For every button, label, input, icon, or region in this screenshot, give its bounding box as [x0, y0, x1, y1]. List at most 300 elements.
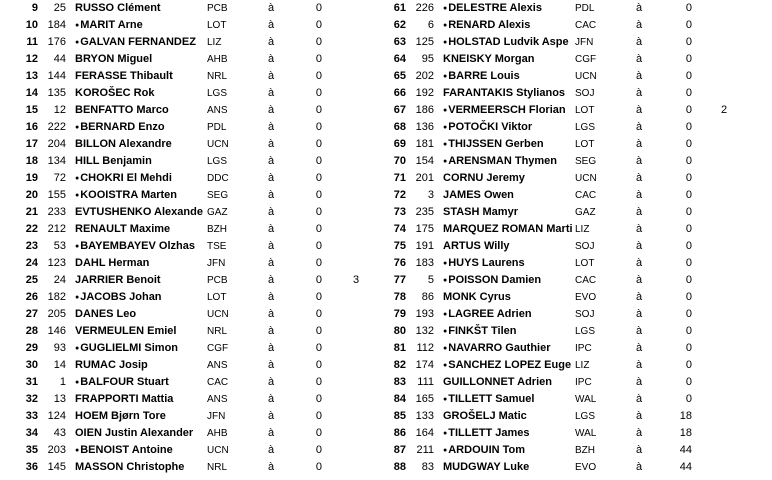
result-row — [0, 442, 386, 459]
bib-number: 43 — [53, 427, 66, 439]
position: 12 — [25, 53, 38, 65]
position: 10 — [25, 19, 38, 31]
rider-name: FARANTAKIS Stylianos — [443, 87, 566, 99]
team-code: CAC — [575, 20, 597, 31]
team-code: BZH — [575, 445, 595, 456]
result-row — [386, 289, 772, 306]
bib-number: 202 — [415, 70, 434, 82]
time-gap: 0 — [685, 206, 692, 218]
time-prefix: à — [268, 291, 275, 303]
position: 24 — [25, 257, 38, 269]
result-row — [386, 17, 772, 34]
time-prefix: à — [636, 53, 643, 65]
position: 30 — [25, 359, 38, 371]
time-prefix: à — [268, 53, 275, 65]
time-gap: 0 — [315, 308, 322, 320]
result-row — [0, 0, 386, 17]
rider-name: ● BENOIST Antoine — [75, 442, 203, 460]
position: 69 — [393, 138, 406, 150]
result-row — [0, 170, 386, 187]
bib-number: 95 — [421, 53, 434, 65]
rider-name: BENFATTO Marco — [75, 104, 169, 116]
time-gap: 0 — [315, 138, 322, 150]
result-row — [386, 34, 772, 51]
time-prefix: à — [268, 36, 275, 48]
result-row — [0, 221, 386, 238]
position: 32 — [25, 393, 38, 405]
team-code: LIZ — [575, 224, 590, 235]
team-code: LIZ — [207, 37, 222, 48]
result-row — [0, 136, 386, 153]
team-code: GAZ — [575, 207, 596, 218]
result-row — [0, 289, 386, 306]
results-column-right — [386, 0, 772, 476]
bib-number: 1 — [59, 376, 66, 388]
bib-number: 136 — [415, 121, 434, 133]
result-row — [0, 391, 386, 408]
result-row — [0, 34, 386, 51]
bib-number: 14 — [53, 359, 66, 371]
rider-name: KOROŠEC Rok — [75, 87, 155, 99]
time-gap: 0 — [685, 393, 692, 405]
time-gap: 0 — [315, 274, 322, 286]
position: 9 — [31, 2, 38, 14]
result-row — [0, 102, 386, 119]
bib-number: 53 — [53, 240, 66, 252]
rider-name: ● GUGLIELMI Simon — [75, 340, 203, 358]
position: 20 — [25, 189, 38, 201]
position: 73 — [393, 206, 406, 218]
bib-number: 44 — [53, 53, 66, 65]
time-gap: 0 — [685, 2, 692, 14]
rider-name: STASH Mamyr — [443, 206, 518, 218]
points: 2 — [721, 104, 728, 116]
time-prefix: à — [268, 189, 275, 201]
team-code: SEG — [207, 190, 229, 201]
rider-name: ● GALVAN FERNANDEZ — [75, 34, 203, 52]
team-code: LOT — [207, 292, 227, 303]
rider-name: ● TILLETT Samuel — [443, 391, 573, 409]
rider-name: ● BALFOUR Stuart — [75, 374, 203, 392]
result-row — [386, 442, 772, 459]
rider-name: ● BAYEMBAYEV Olzhas — [75, 238, 203, 256]
time-gap: 0 — [315, 444, 322, 456]
result-row — [386, 425, 772, 442]
rider-name: ● NAVARRO Gauthier — [443, 340, 573, 358]
bib-number: 24 — [53, 274, 66, 286]
time-gap: 0 — [685, 19, 692, 31]
time-prefix: à — [636, 2, 643, 14]
rider-name: ● SANCHEZ LOPEZ Euge — [443, 357, 573, 375]
result-row — [0, 204, 386, 221]
position: 72 — [393, 189, 406, 201]
position: 34 — [25, 427, 38, 439]
result-row — [386, 0, 772, 17]
result-row — [386, 459, 772, 476]
time-prefix: à — [268, 274, 275, 286]
rider-name: ● CHOKRI El Mehdi — [75, 170, 203, 188]
time-gap: 0 — [315, 206, 322, 218]
bib-number: 111 — [417, 376, 434, 388]
result-row — [386, 323, 772, 340]
team-code: LOT — [575, 139, 595, 150]
time-prefix: à — [268, 155, 275, 167]
team-code: NRL — [207, 71, 228, 82]
rider-name: HOEM Bjørn Tore — [75, 410, 166, 422]
time-prefix: à — [636, 393, 643, 405]
team-code: PDL — [575, 3, 595, 14]
time-gap: 0 — [685, 87, 692, 99]
bib-number: 123 — [47, 257, 66, 269]
team-code: BZH — [207, 224, 227, 235]
time-gap: 0 — [685, 325, 692, 337]
time-gap: 0 — [315, 53, 322, 65]
position: 74 — [393, 223, 406, 235]
time-gap: 0 — [315, 427, 322, 439]
time-prefix: à — [268, 19, 275, 31]
team-code: PCB — [207, 3, 228, 14]
position: 88 — [393, 461, 406, 473]
position: 25 — [25, 274, 38, 286]
bib-number: 174 — [415, 359, 434, 371]
team-code: TSE — [207, 241, 227, 252]
time-gap: 44 — [679, 444, 692, 456]
time-gap: 0 — [685, 274, 692, 286]
time-prefix: à — [268, 138, 275, 150]
team-code: LOT — [207, 20, 227, 31]
time-gap: 0 — [315, 291, 322, 303]
position: 23 — [25, 240, 38, 252]
team-code: UCN — [207, 445, 229, 456]
time-gap: 0 — [685, 257, 692, 269]
team-code: WAL — [575, 394, 597, 405]
result-row — [0, 17, 386, 34]
position: 68 — [393, 121, 406, 133]
time-prefix: à — [268, 342, 275, 354]
time-gap: 0 — [685, 155, 692, 167]
time-prefix: à — [636, 121, 643, 133]
team-code: ANS — [207, 105, 228, 116]
time-prefix: à — [268, 359, 275, 371]
bib-number: 5 — [427, 274, 434, 286]
team-code: AHB — [207, 428, 228, 439]
team-code: JFN — [207, 258, 226, 269]
time-prefix: à — [268, 444, 275, 456]
result-row — [386, 170, 772, 187]
rider-name: KNEISKY Morgan — [443, 53, 535, 65]
result-row — [0, 459, 386, 476]
time-gap: 0 — [315, 393, 322, 405]
rider-name: HILL Benjamin — [75, 155, 152, 167]
time-gap: 0 — [315, 87, 322, 99]
time-prefix: à — [268, 87, 275, 99]
position: 22 — [25, 223, 38, 235]
rider-name: ● THIJSSEN Gerben — [443, 136, 573, 154]
bib-number: 183 — [415, 257, 434, 269]
time-gap: 0 — [685, 359, 692, 371]
bib-number: 83 — [421, 461, 434, 473]
team-code: LIZ — [575, 360, 590, 371]
team-code: UCN — [575, 71, 597, 82]
bib-number: 146 — [47, 325, 66, 337]
team-code: DDC — [207, 173, 229, 184]
bib-number: 72 — [53, 172, 66, 184]
time-prefix: à — [636, 461, 643, 473]
time-gap: 0 — [315, 36, 322, 48]
result-row — [386, 119, 772, 136]
time-gap: 0 — [685, 53, 692, 65]
bib-number: 86 — [421, 291, 434, 303]
team-code: LGS — [207, 88, 228, 99]
position: 64 — [393, 53, 406, 65]
rider-name: ● BARRE Louis — [443, 68, 573, 86]
result-row — [0, 187, 386, 204]
bib-number: 134 — [47, 155, 66, 167]
time-prefix: à — [268, 172, 275, 184]
time-prefix: à — [636, 87, 643, 99]
rider-name: ● KOOISTRA Marten — [75, 187, 203, 205]
time-gap: 0 — [685, 376, 692, 388]
result-row — [386, 187, 772, 204]
time-gap: 0 — [315, 172, 322, 184]
time-gap: 0 — [685, 342, 692, 354]
position: 11 — [26, 36, 38, 48]
time-gap: 0 — [685, 138, 692, 150]
rider-name: JAMES Owen — [443, 189, 514, 201]
position: 75 — [393, 240, 406, 252]
bib-number: 235 — [415, 206, 434, 218]
team-code: CGF — [207, 343, 229, 354]
team-code: ANS — [207, 394, 228, 405]
position: 21 — [25, 206, 38, 218]
result-row — [386, 391, 772, 408]
position: 84 — [393, 393, 406, 405]
bib-number: 211 — [416, 444, 434, 456]
team-code: EVO — [575, 292, 597, 303]
time-prefix: à — [268, 121, 275, 133]
time-prefix: à — [636, 104, 643, 116]
time-prefix: à — [268, 70, 275, 82]
bib-number: 144 — [47, 70, 66, 82]
position: 71 — [393, 172, 406, 184]
team-code: NRL — [207, 462, 228, 473]
rider-name: ● DELESTRE Alexis — [443, 0, 573, 18]
time-gap: 0 — [685, 308, 692, 320]
position: 17 — [25, 138, 38, 150]
result-row — [386, 340, 772, 357]
time-gap: 0 — [315, 257, 322, 269]
position: 66 — [393, 87, 406, 99]
result-row — [386, 408, 772, 425]
rider-name: ● TILLETT James — [443, 425, 573, 443]
position: 87 — [393, 444, 406, 456]
rider-name: RENAULT Maxime — [75, 223, 171, 235]
result-row — [0, 238, 386, 255]
time-gap: 0 — [685, 240, 692, 252]
time-prefix: à — [636, 172, 643, 184]
time-gap: 0 — [685, 223, 692, 235]
position: 13 — [25, 70, 38, 82]
bib-number: 124 — [47, 410, 66, 422]
team-code: LGS — [575, 122, 596, 133]
team-code: SOJ — [575, 241, 595, 252]
time-prefix: à — [636, 308, 643, 320]
position: 26 — [25, 291, 38, 303]
time-gap: 0 — [685, 104, 692, 116]
rider-name: FRAPPORTI Mattia — [75, 393, 174, 405]
bib-number: 186 — [415, 104, 434, 116]
time-prefix: à — [268, 104, 275, 116]
rider-name: GROŠELJ Matic — [443, 410, 527, 422]
position: 15 — [25, 104, 38, 116]
rider-name: ● POISSON Damien — [443, 272, 573, 290]
time-prefix: à — [636, 427, 643, 439]
time-prefix: à — [268, 308, 275, 320]
bib-number: 192 — [415, 87, 434, 99]
bib-number: 135 — [47, 87, 66, 99]
result-row — [0, 340, 386, 357]
position: 77 — [393, 274, 406, 286]
rider-name: DANES Leo — [75, 308, 137, 320]
time-prefix: à — [636, 291, 643, 303]
results-column-left — [0, 0, 386, 476]
bib-number: 175 — [415, 223, 434, 235]
rider-name: MARQUEZ ROMAN Marti — [443, 223, 573, 235]
result-row — [386, 85, 772, 102]
time-gap: 0 — [685, 291, 692, 303]
team-code: GAZ — [207, 207, 228, 218]
bib-number: 155 — [47, 189, 66, 201]
position: 14 — [25, 87, 38, 99]
rider-name: ● ARENSMAN Thymen — [443, 153, 573, 171]
result-row — [0, 51, 386, 68]
bib-number: 226 — [415, 2, 434, 14]
time-prefix: à — [636, 410, 643, 422]
team-code: LGS — [575, 326, 596, 337]
result-row — [386, 102, 772, 119]
position: 19 — [25, 172, 38, 184]
position: 63 — [393, 36, 406, 48]
team-code: UCN — [575, 173, 597, 184]
bib-number: 13 — [53, 393, 66, 405]
bib-number: 145 — [47, 461, 66, 473]
time-gap: 0 — [315, 189, 322, 201]
bib-number: 25 — [53, 2, 66, 14]
time-prefix: à — [636, 70, 643, 82]
bib-number: 12 — [53, 104, 66, 116]
result-row — [0, 425, 386, 442]
rider-name: MONK Cyrus — [443, 291, 511, 303]
time-prefix: à — [636, 189, 643, 201]
rider-name: RUSSO Clément — [75, 2, 161, 14]
rider-name: ARTUS Willy — [443, 240, 510, 252]
result-row — [0, 408, 386, 425]
result-row — [0, 272, 386, 289]
bib-number: 184 — [47, 19, 66, 31]
rider-name: ● RENARD Alexis — [443, 17, 573, 35]
team-code: UCN — [207, 139, 229, 150]
time-prefix: à — [636, 257, 643, 269]
time-prefix: à — [636, 444, 643, 456]
time-prefix: à — [636, 274, 643, 286]
position: 16 — [25, 121, 38, 133]
rider-name: VERMEULEN Emiel — [75, 325, 177, 337]
team-code: LOT — [575, 258, 595, 269]
bib-number: 182 — [47, 291, 66, 303]
time-gap: 0 — [685, 36, 692, 48]
position: 61 — [393, 2, 406, 14]
team-code: ANS — [207, 360, 228, 371]
rider-name: JARRIER Benoit — [75, 274, 161, 286]
time-prefix: à — [636, 342, 643, 354]
team-code: PDL — [207, 122, 227, 133]
rider-name: ● ARDOUIN Tom — [443, 442, 573, 460]
time-gap: 0 — [315, 19, 322, 31]
time-gap: 0 — [315, 240, 322, 252]
team-code: CAC — [575, 275, 597, 286]
time-gap: 0 — [315, 461, 322, 473]
rider-name: ● LAGREE Adrien — [443, 306, 573, 324]
result-row — [0, 153, 386, 170]
bib-number: 3 — [427, 189, 434, 201]
team-code: EVO — [575, 462, 597, 473]
rider-name: ● VERMEERSCH Florian — [443, 102, 573, 120]
team-code: JFN — [575, 37, 594, 48]
bib-number: 164 — [415, 427, 434, 439]
bib-number: 112 — [416, 342, 434, 354]
position: 35 — [25, 444, 38, 456]
result-row — [386, 204, 772, 221]
result-row — [0, 374, 386, 391]
time-prefix: à — [268, 410, 275, 422]
rider-name: MUDGWAY Luke — [443, 461, 530, 473]
time-gap: 0 — [315, 325, 322, 337]
bib-number: 205 — [47, 308, 66, 320]
rider-name: GUILLONNET Adrien — [443, 376, 552, 388]
result-row — [386, 136, 772, 153]
bib-number: 193 — [415, 308, 434, 320]
bib-number: 132 — [415, 325, 434, 337]
rider-name: FERASSE Thibault — [75, 70, 173, 82]
time-prefix: à — [268, 206, 275, 218]
result-row — [386, 255, 772, 272]
time-gap: 0 — [315, 376, 322, 388]
position: 29 — [25, 342, 38, 354]
bib-number: 165 — [415, 393, 434, 405]
team-code: JFN — [207, 411, 226, 422]
position: 85 — [393, 410, 406, 422]
team-code: WAL — [575, 428, 597, 439]
time-gap: 0 — [685, 121, 692, 133]
position: 28 — [25, 325, 38, 337]
bib-number: 191 — [415, 240, 434, 252]
bib-number: 222 — [47, 121, 66, 133]
rider-name: BILLON Alexandre — [75, 138, 172, 150]
time-prefix: à — [268, 427, 275, 439]
time-prefix: à — [636, 223, 643, 235]
result-row — [0, 68, 386, 85]
bib-number: 201 — [415, 172, 434, 184]
result-row — [386, 238, 772, 255]
position: 76 — [393, 257, 406, 269]
team-code: SEG — [575, 156, 597, 167]
result-row — [0, 357, 386, 374]
result-row — [386, 272, 772, 289]
position: 70 — [393, 155, 406, 167]
rider-name: ● JACOBS Johan — [75, 289, 203, 307]
time-prefix: à — [636, 19, 643, 31]
team-code: LGS — [207, 156, 228, 167]
